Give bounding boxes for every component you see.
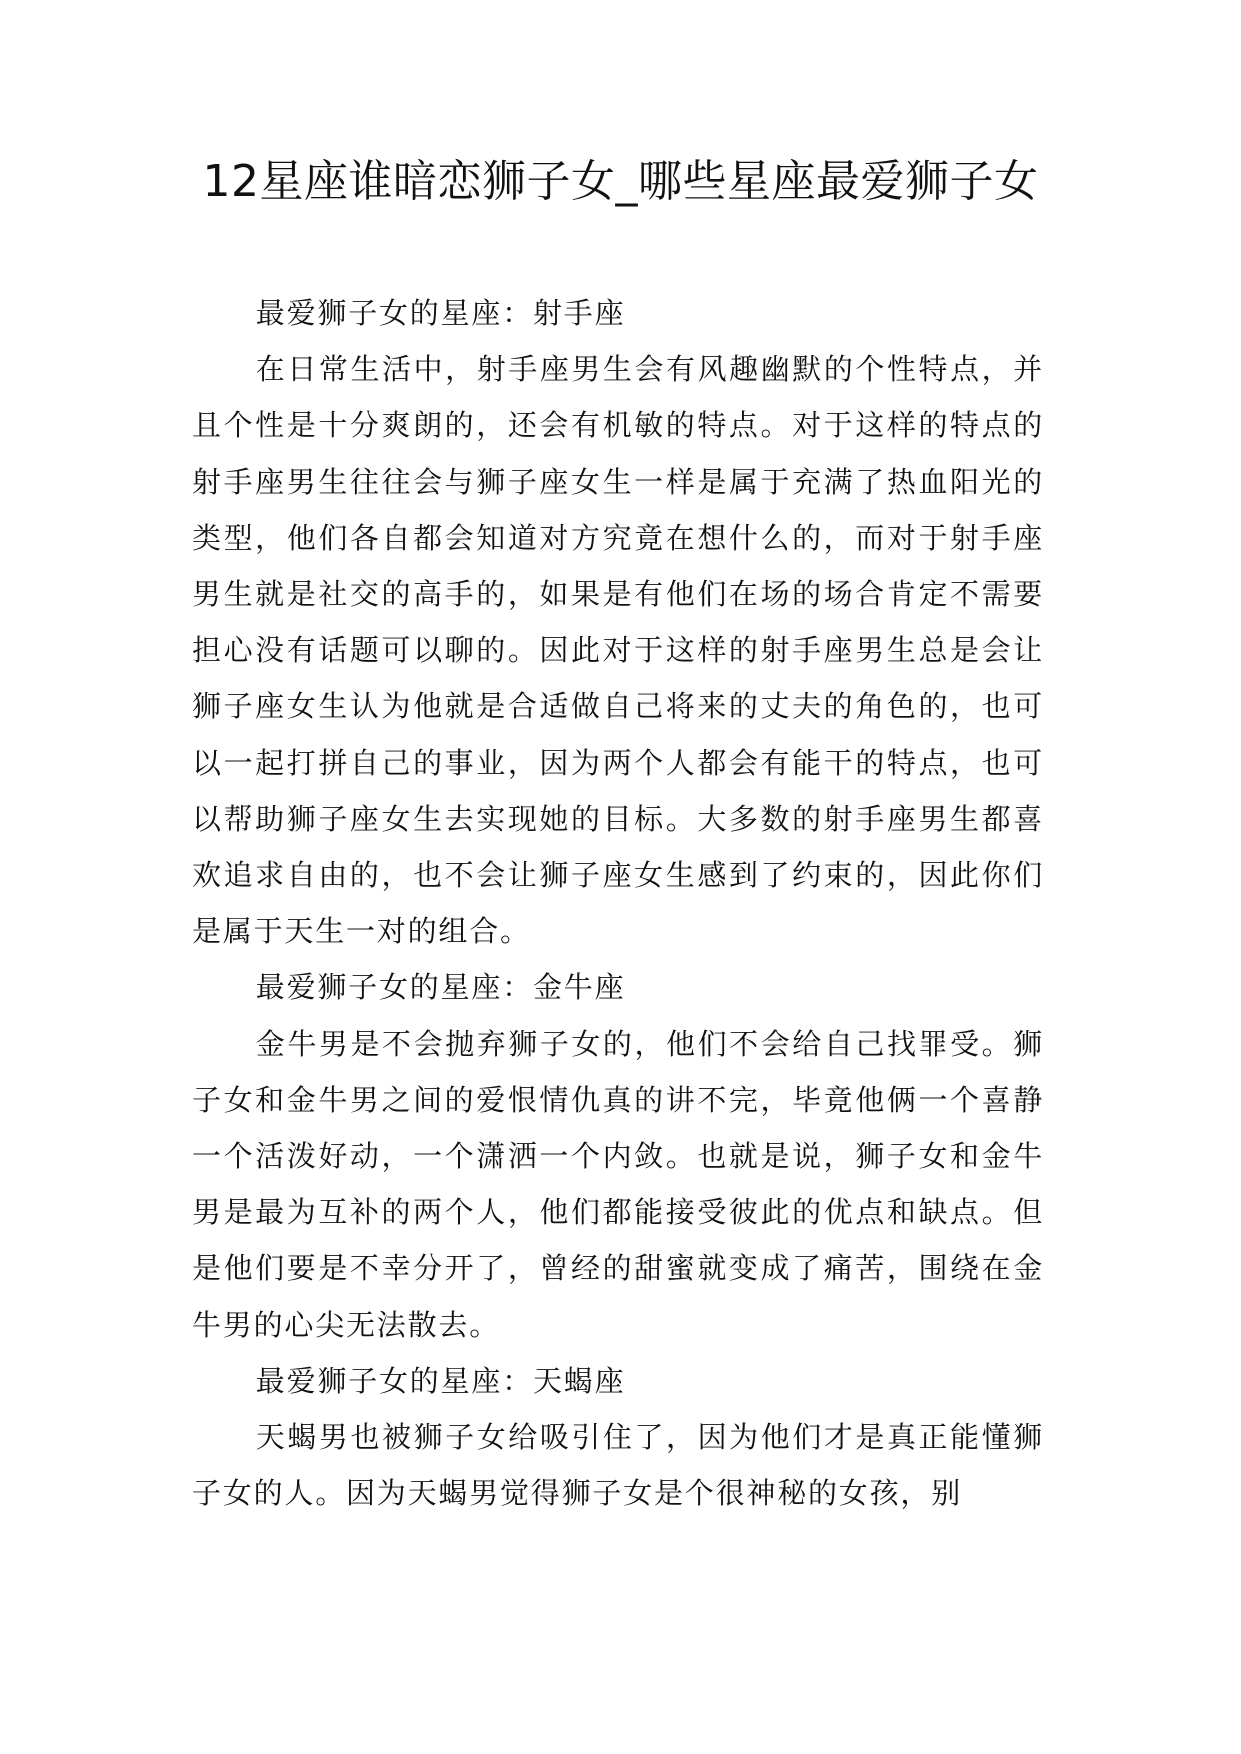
document-body [192, 285, 1044, 1521]
section-paragraph-taurus: 金牛男是不会抛弃狮子女的，他们不会给自己找罪受。狮子女和金牛男之间的爱恨情仇真的讲不完，毕竟他俩一个喜静一个活泼好动，一个潇洒一个内敛。也就是说，狮子女和金牛男是最为互补的两个人，他们都能接受彼此的优点和缺点。但是他们要是不幸分开了，曾经的甜蜜就变成了痛苦，围绕在金牛男的心尖无法散去。 [192, 1026, 1044, 1342]
section-paragraph-sagittarius: 在日常生活中，射手座男生会有风趣幽默的个性特点，并且个性是十分爽朗的，还会有机敏的特点。对于这样的特点的射手座男生往往会与狮子座女生一样是属于充满了热血阳光的类型，他们各自都会知道对方究竟在想什么的，而对于射手座男生就是社交的高手的，如果是有他们在场的场合肯定不需要担心没有话题可以聊的。因此对于这样的射手座男生总是会让狮子座女生认为他就是合适做自己将来的丈夫的角色的，也可以一起打拼自己的事业，因为两个人都会有能干的特点，也可以帮助狮子座女生去实现她的目标。大多数的射手座男生都喜欢追求自由的，也不会让狮子座女生感到了约束的，因此你们是属于天生一对的组合。 [192, 352, 1044, 949]
section-heading-taurus: 最爱狮子女的星座：金牛座 [255, 970, 626, 1005]
page-title: 12星座谁暗恋狮子女_哪些星座最爱狮子女 [202, 156, 1039, 207]
section-heading-scorpio: 最爱狮子女的星座：天蝎座 [255, 1363, 626, 1398]
section-paragraph-scorpio: 天蝎男也被狮子女给吸引住了，因为他们才是真正能懂狮子女的人。因为天蝎男觉得狮子女是个很神秘的女孩，别 [192, 1420, 1044, 1511]
section-heading-sagittarius: 最爱狮子女的星座：射手座 [255, 296, 626, 330]
